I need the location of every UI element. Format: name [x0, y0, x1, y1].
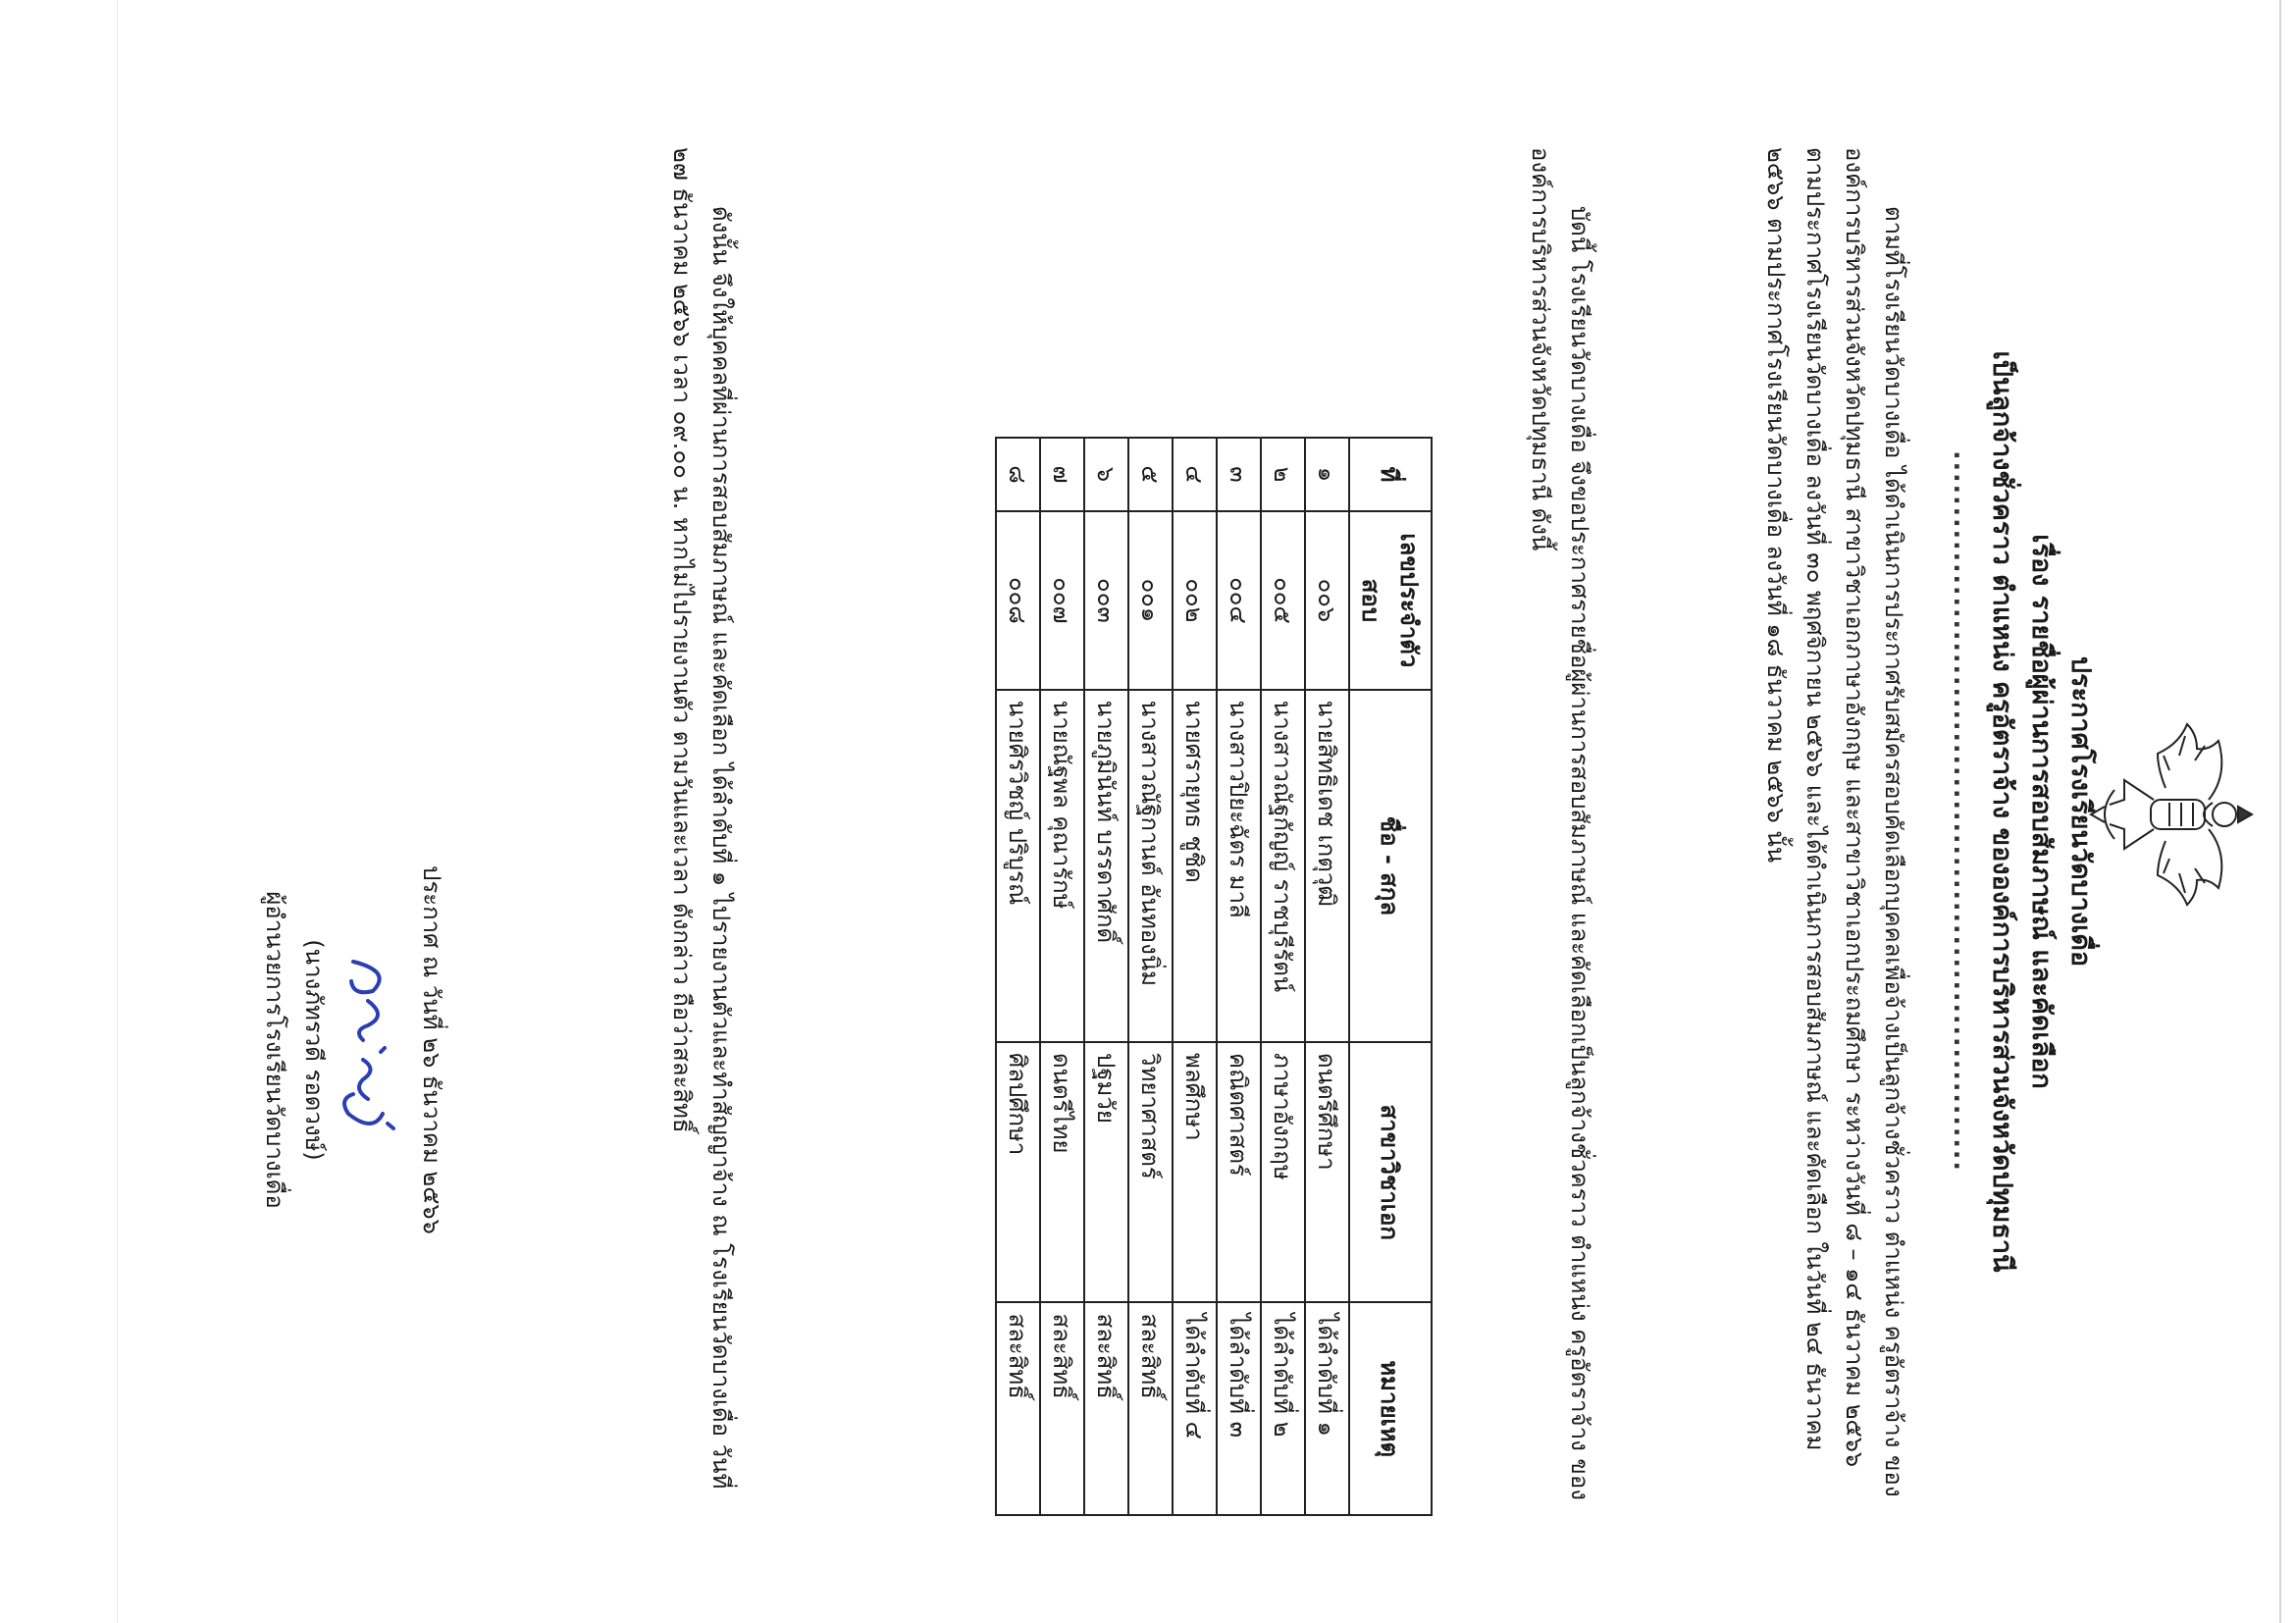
announcement-heading: ประกาศโรงเรียนวัดบางเดื่อ: [2065, 655, 2096, 968]
table-row: [996, 438, 1040, 1515]
table-header-row: [1349, 438, 1432, 1515]
signer-position: ผู้อำนวยการโรงเรียนวัดบางเดื่อ: [261, 891, 288, 1209]
cell-no: ๔: [1173, 438, 1217, 511]
announced-date: ประกาศ ณ วันที่ ๒๖ ธันวาคม ๒๕๖๖: [418, 865, 445, 1234]
col-header-major: สาขาวิชาเอก: [1349, 1042, 1432, 1302]
subject-line: เรื่อง รายชื่อผู้ผ่านการสอบสัมภาษณ์ และคัดเลือก: [2026, 534, 2057, 1089]
cell-code: ๐๐๗: [1040, 511, 1084, 690]
paragraph-3: ดังนั้น จึงให้บุคคลที่ผ่านการสอบสัมภาษณ์ และคัดเลือก ได้ลำดับที่ ๑ ไปรายงานตัวและทำสัญญาจ้าง ณ โรงเรียนวัดบางเดื่อ วันที่ ๒๗ ธันวาคม ๒๕๖๖ เวลา ๐๙.๐๐ น. หากไม่ไปรายงานตัว ตามวันและเวลา ดังกล่าว ถือว่าสละสิทธิ์: [668, 147, 735, 1490]
cell-note: ได้ลำดับที่ ๒: [1261, 1302, 1305, 1515]
garuda-emblem-icon: [2085, 716, 2271, 913]
subject-line-2: เป็นลูกจ้างชั่วคราว ตำแหน่ง ครูอัตราจ้าง ขององค์การบริหารส่วนจังหวัดปทุมธานี: [1987, 350, 2017, 1273]
table-row: [1128, 438, 1173, 1515]
cell-major: ภาษาอังกฤษ: [1261, 1042, 1305, 1302]
cell-note: สละสิทธิ์: [1040, 1302, 1084, 1515]
paragraph-1: ตามที่โรงเรียนวัดบางเดื่อ ได้ดำเนินการประกาศรับสมัครสอบคัดเลือกบุคคลเพื่อจ้างเป็นลูกจ้างชั่วคราว ตำแหน่ง ครูอัตราจ้าง ขององค์การบริหารส่วนจังหวัดปทุมธานี สาขาวิชาเอกภาษาอังกฤษ และสาขาวิชาเอกประถมศึกษา ระหว่างวันที่ ๘ – ๑๔ ธันวาคม ๒๕๖๖ ตามประกาศโรงเรียนวัดบางเดื่อ ลงวันที่ ๓๐ พฤศจิกายน ๒๕๖๖ และได้ดำเนินการสอบสัมภาษณ์ และคัดเลือก ในวันที่ ๒๔ ธันวาคม ๒๕๖๖ ตามประกาศโรงเรียนวัดบางเดื่อ ลงวันที่ ๑๘ ธันวาคม ๒๕๖๖ นั้น: [1762, 147, 1907, 1497]
cell-name: นายณัฐพล คุณารักษ์: [1040, 690, 1084, 1042]
cell-no: ๗: [1040, 438, 1084, 511]
table-row: [1261, 438, 1305, 1515]
document-title: [1943, 118, 2100, 1505]
cell-code: ๐๐๒: [1173, 511, 1217, 690]
cell-note: สละสิทธิ์: [1084, 1302, 1128, 1515]
col-header-code: เลขประจำตัวสอบ: [1349, 511, 1432, 690]
announce-paragraph: [1521, 147, 1599, 1501]
cell-name: นางสาวณัฐิกานต์ อันทองนิ่ม: [1128, 690, 1173, 1042]
cell-name: นายสิทธิเดช เกตุวุฒิ: [1305, 690, 1349, 1042]
table-row: [1040, 438, 1084, 1515]
cell-name: นายศรายุทธ ชูชิด: [1173, 690, 1217, 1042]
cell-no: ๑: [1305, 438, 1349, 511]
cell-code: ๐๐๖: [1305, 511, 1349, 690]
cell-note: ได้ลำดับที่ ๓: [1217, 1302, 1261, 1515]
cell-name: นายภูมินันท์ บรรดาศักดิ์: [1084, 690, 1128, 1042]
divider-dots: ................................................................: [1949, 450, 1977, 1173]
signer-name: (นางภัทรวดี รอดวงษ์): [300, 939, 328, 1161]
col-header-no: ที่: [1349, 438, 1432, 511]
cell-no: ๓: [1217, 438, 1261, 511]
cell-name: นางสาวณัฐกัญญ์ ราชบุรีรัตน์: [1261, 690, 1305, 1042]
cell-note: ได้ลำดับที่ ๑: [1305, 1302, 1349, 1515]
cell-note: ได้ลำดับที่ ๔: [1173, 1302, 1217, 1515]
table-row: [1173, 438, 1217, 1515]
cell-no: ๕: [1128, 438, 1173, 511]
cell-no: ๒: [1261, 438, 1305, 511]
cell-major: ปฐมวัย: [1084, 1042, 1128, 1302]
cell-no: ๖: [1084, 438, 1128, 511]
col-header-note: หมายเหตุ: [1349, 1302, 1432, 1515]
cell-note: สละสิทธิ์: [1128, 1302, 1173, 1515]
cell-code: ๐๐๑: [1128, 511, 1173, 690]
cell-major: ดนตรีศึกษา: [1305, 1042, 1349, 1302]
cell-major: พลศึกษา: [1173, 1042, 1217, 1302]
results-table: [995, 437, 1433, 1516]
table-row: [1305, 438, 1349, 1515]
cell-no: ๘: [996, 438, 1040, 511]
cell-name: นางสาวปิยะฉัตร มาลี: [1217, 690, 1261, 1042]
cell-name: นายศิรวิชญ์ ปริบูรณ์: [996, 690, 1040, 1042]
handwritten-signature: [334, 942, 402, 1158]
cell-code: ๐๐๕: [1261, 511, 1305, 690]
closing-paragraph: [662, 147, 741, 1501]
cell-code: ๐๐๓: [1084, 511, 1128, 690]
table-row: [1217, 438, 1261, 1515]
cell-code: ๐๐๔: [1217, 511, 1261, 690]
signature-block: [255, 775, 451, 1325]
col-header-name: ชื่อ - สกุล: [1349, 690, 1432, 1042]
cell-major: ดนตรีไทย: [1040, 1042, 1084, 1302]
intro-paragraph: [1756, 147, 1913, 1501]
scan-edge-line: [2279, 0, 2281, 1623]
cell-note: สละสิทธิ์: [996, 1302, 1040, 1515]
cell-code: ๐๐๘: [996, 511, 1040, 690]
cell-major: คณิตศาสตร์: [1217, 1042, 1261, 1302]
cell-major: วิทยาศาสตร์: [1128, 1042, 1173, 1302]
table-row: [1084, 438, 1128, 1515]
paragraph-2: บัดนี้ โรงเรียนวัดบางเดื่อ จึงขอประกาศรายชื่อผู้ผ่านการสอบสัมภาษณ์ และคัดเลือกเป็นลูกจ้างชั่วคราว ตำแหน่ง ครูอัตราจ้าง ขององค์การบริหารส่วนจังหวัดปทุมธานี ดังนี้: [1527, 147, 1593, 1500]
cell-major: ศิลปศึกษา: [996, 1042, 1040, 1302]
scan-edge-line: [117, 0, 118, 1623]
